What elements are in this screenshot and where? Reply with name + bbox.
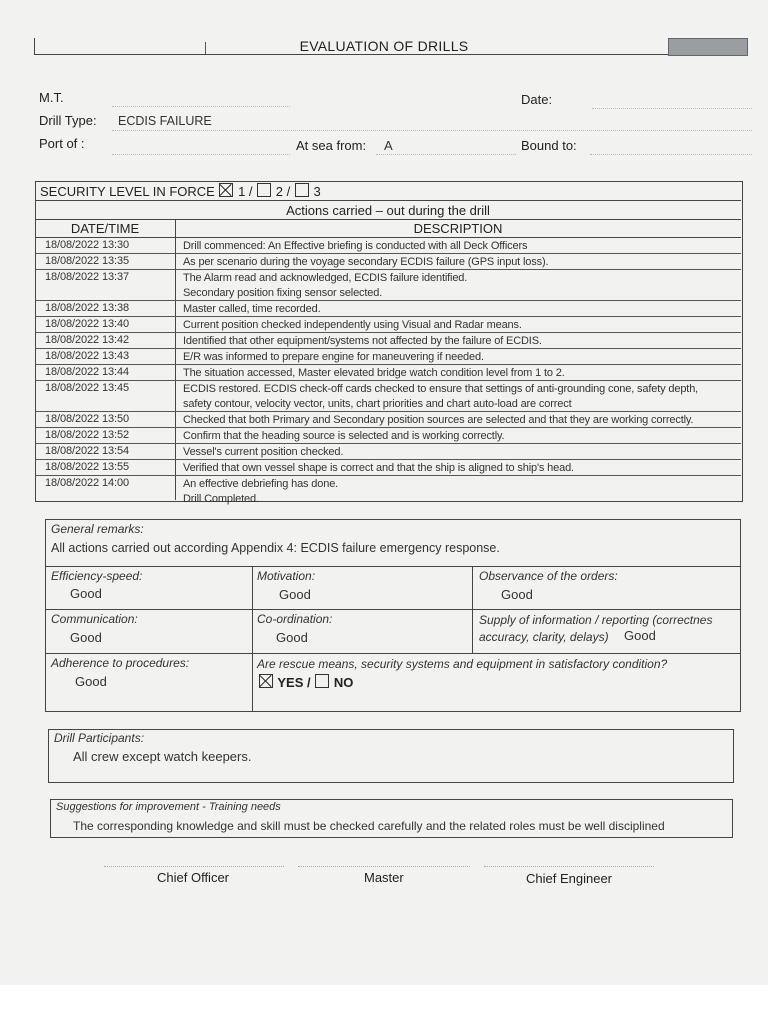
row-description: Vessel's current position checked. xyxy=(183,446,344,458)
row-description: E/R was informed to prepare engine for maneuvering if needed. xyxy=(183,351,484,363)
efficiency-value: Good xyxy=(70,586,102,601)
form-title: EVALUATION OF DRILLS xyxy=(299,38,469,54)
row-description: ECDIS restored. ECDIS check-off cards checked to ensure that settings of anti-grounding cone, safety depth, xyxy=(183,383,699,395)
at-sea-label: At sea from: xyxy=(296,138,367,153)
col-description: DESCRIPTION xyxy=(175,220,741,238)
general-remarks-label: General remarks: xyxy=(51,522,144,536)
motivation-value: Good xyxy=(279,587,311,602)
chief-officer-sign-line xyxy=(104,866,284,867)
yes-label: YES / xyxy=(277,675,311,690)
coordination-label: Co-ordination: xyxy=(257,612,333,626)
motivation-label: Motivation: xyxy=(257,569,316,583)
bound-line xyxy=(590,154,752,155)
master-signature: Master xyxy=(364,870,404,885)
chief-officer-signature: Chief Officer xyxy=(157,870,230,885)
security-label: SECURITY LEVEL IN FORCE xyxy=(40,184,215,199)
bound-label: Bound to: xyxy=(521,138,577,153)
chief-engineer-sign-line xyxy=(484,866,654,867)
row-description: Identified that other equipment/systems not affected by the failure of ECDIS. xyxy=(183,335,542,347)
date-line xyxy=(592,108,752,109)
efficiency-label: Efficiency-speed: xyxy=(51,569,143,583)
row-description: Confirm that the heading source is selected and is working correctly. xyxy=(183,430,505,442)
port-label: Port of : xyxy=(39,136,85,151)
remarks-divider-1 xyxy=(45,566,741,567)
row-description: Verified that own vessel shape is correct and that the ship is aligned to ship's head. xyxy=(183,462,574,474)
rescue-options xyxy=(258,674,353,690)
remarks-vdivider-2 xyxy=(472,566,473,653)
remarks-vdivider-1 xyxy=(252,566,253,712)
coordination-value: Good xyxy=(276,630,308,645)
security-opt3: 3 xyxy=(313,184,321,199)
row-description: Checked that both Primary and Secondary position sources are selected and that they are working correctly. xyxy=(183,414,694,426)
row-datetime: 18/08/2022 13:42 xyxy=(45,334,130,346)
security-level-row xyxy=(35,182,741,201)
mt-line xyxy=(112,106,290,107)
row-datetime: 18/08/2022 13:50 xyxy=(45,413,130,425)
rescue-question: Are rescue means, security systems and equipment in satisfactory condition? xyxy=(257,657,668,671)
row-datetime: 18/08/2022 13:44 xyxy=(45,366,130,378)
no-label: NO xyxy=(333,675,354,690)
security-opt1: 1 / xyxy=(238,184,253,199)
observance-label: Observance of the orders: xyxy=(479,569,618,583)
row-datetime: 18/08/2022 13:43 xyxy=(45,350,130,362)
supply-label-1: Supply of information / reporting (correctnes xyxy=(479,613,713,627)
participants-label: Drill Participants: xyxy=(54,731,145,745)
master-sign-line xyxy=(298,866,470,867)
row-description: As per scenario during the voyage secondary ECDIS failure (GPS input loss). xyxy=(183,256,549,268)
security-opt2: 2 / xyxy=(275,184,291,199)
row-datetime: 18/08/2022 13:54 xyxy=(45,445,130,457)
checkbox-no[interactable] xyxy=(315,674,329,688)
supply-label-2: accuracy, clarity, delays) xyxy=(479,630,609,644)
supply-value: Good xyxy=(624,628,656,643)
row-datetime: 18/08/2022 13:38 xyxy=(45,302,130,314)
row-description: The Alarm read and acknowledged, ECDIS failure identified. xyxy=(183,272,468,284)
checkbox-level-1-checked[interactable] xyxy=(219,183,233,197)
adherence-value: Good xyxy=(75,674,107,689)
row-datetime: 18/08/2022 13:37 xyxy=(45,271,130,283)
adherence-label: Adherence to procedures: xyxy=(51,656,190,670)
general-remarks-text: All actions carried out according Appendix 4: ECDIS failure emergency response. xyxy=(51,541,500,555)
row-datetime: 18/08/2022 13:52 xyxy=(45,429,130,441)
drill-type-value: ECDIS FAILURE xyxy=(118,114,212,128)
row-description-cont: safety contour, velocity vector, units, chart priorities and chart auto-load are correct xyxy=(183,398,572,410)
col-datetime: DATE/TIME xyxy=(35,220,175,238)
at-sea-value: A xyxy=(384,138,393,153)
drill-type-label: Drill Type: xyxy=(39,113,97,128)
row-description: Master called, time recorded. xyxy=(183,303,321,315)
participants-text: All crew except watch keepers. xyxy=(73,749,252,764)
row-datetime: 18/08/2022 13:30 xyxy=(45,239,130,251)
checkbox-yes-checked[interactable] xyxy=(259,674,273,688)
communication-value: Good xyxy=(70,630,102,645)
remarks-divider-2 xyxy=(45,609,741,610)
row-description: An effective debriefing has done. xyxy=(183,478,339,490)
mt-label: M.T. xyxy=(39,90,64,105)
communication-label: Communication: xyxy=(51,612,138,626)
row-description-cont: Drill Completed. xyxy=(183,493,259,505)
row-description-cont: Secondary position fixing sensor selected. xyxy=(183,287,383,299)
row-datetime: 18/08/2022 13:55 xyxy=(45,461,130,473)
port-line xyxy=(112,154,290,155)
remarks-divider-3 xyxy=(45,653,741,654)
actions-title: Actions carried – out during the drill xyxy=(35,201,741,220)
date-label: Date: xyxy=(521,92,553,107)
row-datetime: 18/08/2022 13:35 xyxy=(45,255,130,267)
suggestions-label: Suggestions for improvement - Training needs xyxy=(56,801,281,813)
row-datetime: 18/08/2022 13:45 xyxy=(45,382,130,394)
row-description: Current position checked independently using Visual and Radar means. xyxy=(183,319,522,331)
row-datetime: 18/08/2022 13:40 xyxy=(45,318,130,330)
row-description: Drill commenced: An Effective briefing is conducted with all Deck Officers xyxy=(183,240,528,252)
checkbox-level-2[interactable] xyxy=(257,183,271,197)
at-sea-line xyxy=(376,154,516,155)
checkbox-level-3[interactable] xyxy=(295,183,309,197)
suggestions-text: The corresponding knowledge and skill must be checked carefully and the related roles must be well disciplined xyxy=(73,819,665,833)
row-description: The situation accessed, Master elevated bridge watch condition level from 1 to 2. xyxy=(183,367,565,379)
chief-engineer-signature: Chief Engineer xyxy=(526,871,612,886)
observance-value: Good xyxy=(501,587,533,602)
drill-type-line xyxy=(112,130,752,131)
row-datetime: 18/08/2022 14:00 xyxy=(45,477,130,489)
